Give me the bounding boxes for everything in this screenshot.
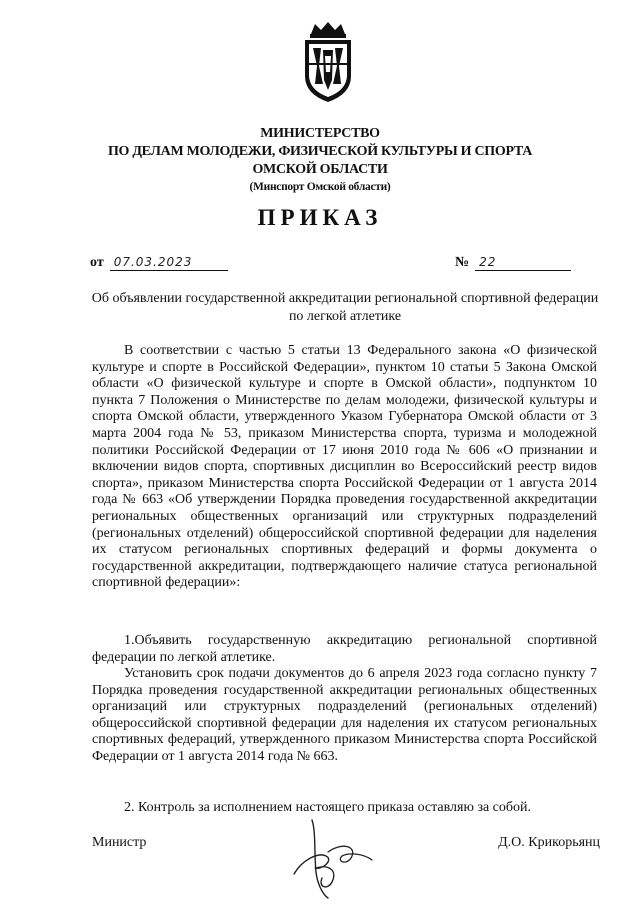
coat-of-arms-emblem [299, 20, 357, 104]
ministry-region: ОМСКОЙ ОБЛАСТИ [252, 162, 388, 177]
date-handwritten-value: 07.03.2023 [110, 255, 228, 271]
item-1-paragraph: 1.Объявить государственную аккредитацию региональной спортивной федерации по легкой атлетике. [92, 633, 597, 665]
ministry-department: ПО ДЕЛАМ МОЛОДЕЖИ, ФИЗИЧЕСКОЙ КУЛЬТУРЫ И СПОРТА [107, 144, 533, 159]
preamble-paragraph: В соответствии с частью 5 статьи 13 Федерального закона «О физической культуре и спорте в Российской Федерации», пунктом 10 статьи 5 Закона Омской области «О физической культуре и спорте в Омской области», подпунктом 10 пункта 7 Положения о Министерстве по делам молодежи, физической культуры и спорта Омской области, утвержденного Указом Губернатора Омской области от 3 марта 2004 года № 53, приказом Министерства спорта, туризма и молодежной политики Российской Федерации от 17 июня 2010 года № 606 «О признании и включении видов спорта, спортивных дисциплин во Всероссийский реестр видов спорта», приказом Министерства спорта Российской Федерации от 1 августа 2014 года № 663 «Об утверждении Порядка проведения государственной аккредитации региональных общественных организаций или структурных подразделений (региональных отделений) общероссийской спортивной федерации для наделения их статусом региональных спортивных федераций и формы документа о государственной аккредитации, подтверждающего наличие статуса региональной спортивной федерации»: [92, 343, 597, 591]
date-prefix: от [90, 255, 104, 270]
signatory-name: Д.О. Крикорьянц [498, 835, 600, 850]
ministry-header [60, 125, 580, 195]
ministry-short-name: (Минспорт Омской области) [249, 181, 391, 193]
document-type-title: ПРИКАЗ [257, 205, 383, 230]
deadline-paragraph: Установить срок подачи документов до 6 апреля 2023 года согласно пункту 7 Порядка проведения государственной аккредитации региональных общественных организаций или структурных подразделений (региональных отделений) общероссийской спортивной федерации для наделения их статусом региональных спортивных федераций, утвержденного приказом Министерства спорта Российской Федерации от 1 августа 2014 года № 663. [92, 666, 597, 764]
order-subject: Об объявлении государственной аккредитации региональной спортивной федерации по легкой атлетике [91, 291, 599, 324]
ministry-title: МИНИСТЕРСТВО [260, 126, 380, 141]
order-number [455, 255, 571, 271]
signatory-position: Министр [92, 835, 147, 850]
order-date [90, 255, 228, 271]
handwritten-signature [272, 812, 382, 902]
number-handwritten-value: 22 [475, 255, 571, 271]
number-prefix: № [455, 255, 470, 270]
item-2-paragraph: 2. Контроль за исполнением настоящего приказа оставляю за собой. [124, 800, 532, 815]
